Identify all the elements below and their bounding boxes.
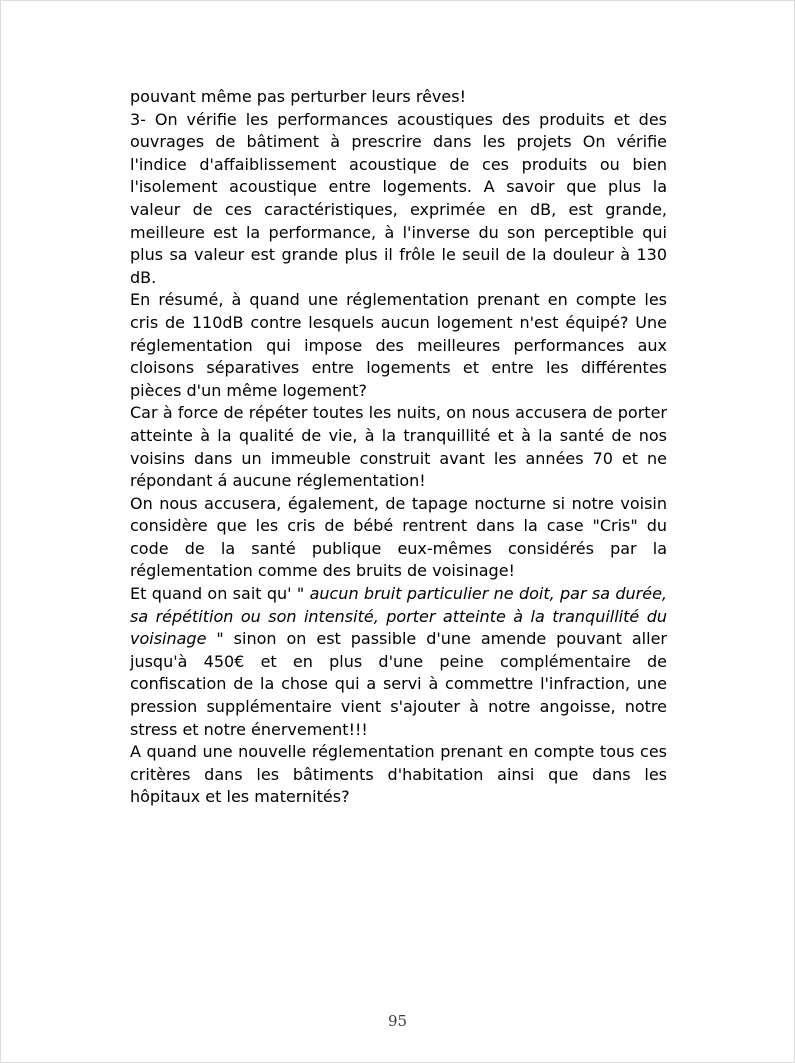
paragraph-point-3: 3- On vérifie les performances acoustiques des produits et des ouvrages de bâtiment à prescrire dans les projets On vérifie l'indice d'affaiblissement acoustique de ces produits ou bien l'isolement acoustique entre logements. A savoir que plus la valeur de ces caractéristiques, exprimée en dB, est grande, meilleure est la performance, à l'inverse du son perceptible qui plus sa valeur est grande plus il frôle le seuil de la douleur à 130 dB.	[130, 109, 667, 287]
text-block	[130, 86, 667, 809]
paragraph-conclusion: A quand une nouvelle réglementation prenant en compte tous ces critères dans les bâtiments d'habitation ainsi que dans les hôpitaux et les maternités?	[130, 742, 667, 807]
quoted-regulation-text: aucun bruit particulier ne doit, par sa durée, sa répétition ou son intensité, porter atteinte à la tranquillité du voisinage	[130, 584, 668, 649]
quote-lead-in: Et quand on sait qu' "	[130, 584, 310, 604]
page-number: 95	[387, 1012, 408, 1030]
paragraph-quote	[130, 583, 667, 741]
paragraph-car-a-force: Car à force de répéter toutes les nuits, on nous accusera de porter atteinte à la qualité de vie, à la tranquillité et à la santé de nos voisins dans un immeuble construit avant les années 70 et ne répondant á aucune réglementation!	[130, 403, 667, 491]
paragraph-en-resume: En résumé, à quand une réglementation prenant en compte les cris de 110dB contre lesquels aucun logement n'est équipé? Une réglementation qui impose des meilleures performances aux cloisons séparatives entre logements et entre les différentes pièces d'un même logement?	[130, 290, 667, 400]
paragraph-tapage-nocturne: On nous accusera, également, de tapage nocturne si notre voisin considère que les cris de bébé rentrent dans la case "Cris" du code de la santé publique eux-mêmes considérés par la réglementation comme des bruits de voisinage!	[130, 493, 667, 581]
paragraph-continuation: pouvant même pas perturber leurs rêves!	[130, 87, 466, 106]
quote-continuation: " sinon on est passible d'une amende pouvant aller jusqu'à 450€ et en plus d'une peine complémentaire de confiscation de la chose qui a servi à commettre l'infraction, une pression supplémentaire vient s'ajouter à notre angoisse, notre stress et notre énervement!!!	[130, 629, 667, 739]
